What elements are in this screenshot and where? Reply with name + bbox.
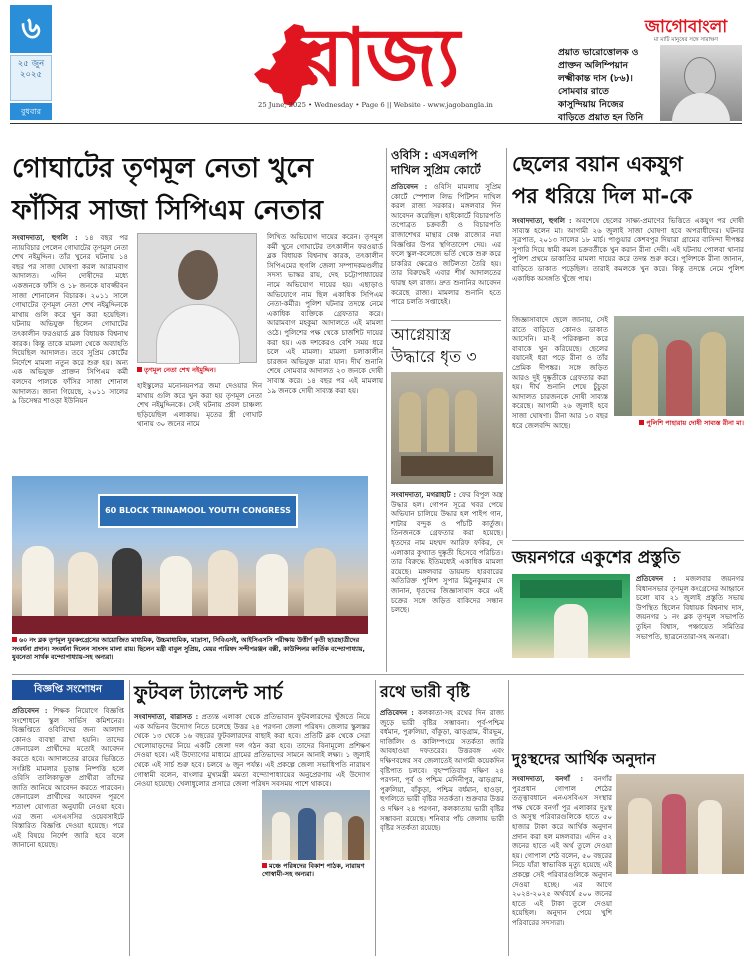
story1-headline-line2: ফাঁসির সাজা সিপিএম নেতার — [12, 195, 323, 226]
story3-body — [391, 490, 503, 670]
story4-text-lower: জিজ্ঞাসাবাদে ছেলে জানায়, সেই রাতে বাড়িতে কোনও ডাকাত আসেনি। মা-ই পরিকল্পনা করে বাবাকে খুন করিয়েছে। ছেলের বয়ানেই ধরা পড়ে রীনা ও তাঁর প্রেমিক দীপঙ্কর। সঙ্গে জড়িত আরও দুই দুষ্কৃতীকে গ্রেফতার করা হয়। দীর্ঘ শুনানি শেষে চুঁচুড়া আদালত চারজনকে দোষী সাব্যস্ত করেছে। আগামী ২৬ জুলাই হবে সাজা ঘোষণা। রীনা আর ১৩ বছর ধরে জেলবন্দি আছে। — [512, 316, 608, 430]
story1-headline — [12, 148, 382, 232]
event-caption — [12, 637, 368, 663]
story1-portrait-caption — [137, 366, 262, 374]
story1-headline-line1: গোঘাটের তৃণমূল নেতা খুনে — [12, 153, 314, 184]
story8-byline: প্রতিবেদন : — [380, 708, 414, 717]
event-banner-text: 60 BLOCK TRINAMOOL YOUTH CONGRESS — [105, 506, 291, 515]
story1-text-col2: লিখিত অভিযোগ দায়ের করেন। তৃণমূল কর্মী খুনে গোঘাটের তৎকালীন ফরওয়ার্ড ব্লক বিধায়ক বিশ্বনাথ কারক, তৎকালীন সিপিএমের হুগলি জেলা সম্পাদকমণ্ডলীর সদস্য ভাস্কর রায়, দেহ চট্টোপাধ্যায়ের নামে অভিযোগ দায়ের হয়। এছাড়াও অভিযোগে নাম ছিল একাধিক সিপিএম নেতা-কর্মীর। পুলিশ ঘটনার তদন্তে নেমে একাধিক ব্যক্তিকে গ্রেফতার করে। আরামবাগ মহকুমা আদালতে এই মামলা ওঠে। পুলিশের পক্ষ থেকে চার্জশিট দায়ের করা হয়। এক দশকেরও বেশি সময় ধরে চলে এই মামলা। মামলা চলাকালীন চারজন অভিযুক্ত মারা যান। দীর্ঘ শুনানি শেষে সোমবার আদালত ২৩ জনকে দোষী সাব্যস্ত করে। ১৪ বছর পর এই মামলায় ১৯ জনকে দোষী সাব্যস্ত করা হয়। — [267, 233, 383, 395]
story5-headline: জয়নগরে একুশের প্রস্তুতি — [512, 548, 681, 568]
story7-headline: ফুটবল ট্যালেন্ট সার্চ — [134, 682, 283, 704]
story7-text: প্রত্যন্ত এলাকা থেকে প্রতিভাবান ফুটবলারদের খুঁজতে নিয়ে এক অভিনব উদ্যোগ নিতে চলেছে উত্তর ২৪ পরগনা জেলা পরিষদ। জেলার স্কুলস্তর থেকে ১৩ থেকে ১৬ বছরের ফুটবলারদের বাছাই করা হবে। প্রতিটি ব্লক থেকে সেরা খেলোয়াড়দের নিয়ে একটি জেলা দল গঠন করা হবে। তাদের বিনামূল্যে প্রশিক্ষণ দেওয়া হবে। এই উদ্যোগের মাধ্যমে গ্রামের প্রতিভাদের সামনে আনাই লক্ষ্য। ১ জুলাই থেকে এই সার্চ শুরু হবে। চলবে ৬ জুন পর্যন্ত। এই প্রকল্পে জেলা সভাধিপতি নারায়ণ গোস্বামী বলেন, বাংলার মুখ্যমন্ত্রী মমতা বন্দ্যোপাধ্যায়ের অনুপ্রেরণায় এই উদ্যোগ নেওয়া হয়েছে। খেলাধুলোর প্রসারে জেলা পরিষদ সবসময় পাশে থাকবে। — [134, 713, 370, 789]
masthead-title: রাজ্য — [300, 11, 458, 104]
story2-headline-line2: দাখিল সুপ্রিম কোর্টে — [391, 163, 481, 177]
story7-byline: সংবাদদাতা, বারাসত : — [134, 712, 199, 721]
masthead-divider — [10, 123, 742, 124]
promo-line-5: কাসুন্দিয়ায় নিজের — [558, 100, 624, 110]
promo-portrait — [660, 45, 742, 121]
issue-day: বুধবার — [20, 107, 42, 116]
story1-portrait — [137, 233, 257, 363]
brand-name: জাগোবাংলা — [644, 17, 728, 37]
brand-tagline: মা মাটি মানুষের সঙ্গে সারাক্ষণ — [653, 37, 719, 43]
promo-line-3: লক্ষ্মীকান্ত দাস (৮৬)। — [558, 74, 633, 84]
story8-headline: রথে ভারী বৃষ্টি — [380, 682, 470, 701]
story5-rally-photo — [512, 574, 630, 658]
story1-body-lower — [137, 382, 262, 474]
page-number: ৬ — [21, 10, 41, 46]
story1-body — [12, 233, 128, 473]
story2-text: ওবিসি মামলায় সুপ্রিম কোর্টে স্পেশাল লিভ পিটিশন দাখিল করল রাজ্য সরকার। মঙ্গলবার দিন আবেদন করেছিল। হাইকোর্টে বিচারপতি তপোব্রত চক্রবর্তী ও বিচারপতি রাজাশেখর মান্থার বেঞ্চ রাজ্যের নয়া বিজ্ঞপ্তির উপর স্থগিতাদেশ দেয়। এর ফলে স্কুল-কলেজে ভর্তি থেকে শুরু করে চাকরির ক্ষেত্রেও জটিলতা তৈরি হয়। তার বিরুদ্ধেই এবার শীর্ষ আদালতের দ্বারস্থ হল রাজ্য। দ্রুত শুনানির আবেদন করেছে রাজ্য। মামলার শুনানি হতে পারে চলতি সপ্তাহেই। — [391, 183, 501, 307]
story4-headline-line1: ছেলের বয়ান একযুগ — [512, 152, 683, 176]
story1-text-lower: হাইস্কুলের মনোনয়নপত্র জমা দেওয়ার দিন মাথায় গুলি করে খুন করা হয় তৃণমূল নেতা শেখ নইমুদ্দিনকে। সেই ঘটনায় প্রবল চাঞ্চল্য ছড়িয়েছিল এলাকায়। মৃতের স্ত্রী গোঘাট থানায় ৩০ জনের নামে — [137, 382, 262, 429]
story6-label-text: বিজ্ঞপ্তি সংশোধন — [34, 684, 102, 695]
story9-body — [512, 774, 612, 927]
story4-police-photo — [614, 316, 744, 416]
story2-headline — [391, 148, 501, 178]
story4-text: অবশেষে ছেলের সাক্ষ্য-প্রমাণের ভিত্তিতে একযুগ পর দোষী সাব্যস্ত হলেন মা। আগামী ২৬ জুলাই সাজা ঘোষণা হবে অপরাধীদের। ঘটনার সূত্রপাত, ২০১৩ সালের ১৮ মার্চ। পাণ্ডুয়ার কেশবপুর দিয়ারা গ্রামের বাসিন্দা দীপঙ্কর সুপারি দিয়ে স্বামী কমল চক্রবর্তীকে খুন করান রীনা দেবী। এই ঘটনায় পোলবা থানার পুলিশ প্রথমে ডাকাতির মামলা দায়ের করে তদন্ত শুরু করে। পুলিশকে রীনা জানান, বাড়িতে ডাকাত পড়েছিল। তারাই কমলকে খুন করে। কিন্তু তদন্তে নেমে পুলিশ একাধিক অসঙ্গতি খুঁজে পায়। — [512, 217, 744, 283]
story4-body — [512, 216, 744, 312]
masthead-dateline: 25 June, 2025 • Wednesday • Page 6 || Website - www.jagobangla.in — [258, 101, 493, 109]
page-number-box — [10, 5, 52, 53]
story9-headline: দুঃস্থদের আর্থিক অনুদান — [512, 750, 656, 768]
story3-text: ফের বিপুল অস্ত্র উদ্ধার হল। গোপন সূত্রে খবর পেয়ে অভিযান চালিয়ে উদ্ধার হল পাইপ গান, শাটার বন্দুক ও পাঁচটি কার্তুজ। তিনজনকে গ্রেফতার করা হয়েছে। ধৃতদের নাম মহম্মদ আরিফ ফকির, দে এলাকার কুখ্যাত দুষ্কৃতী হিসেবে পরিচিত। তার বিরুদ্ধে ইতিমধ্যেই একাধিক মামলা রয়েছে। মঙ্গলবার ডায়মন্ড হারবারের অতিরিক্ত পুলিশ সুপার মিঠুনকুমার দে জানান, ধৃতদের জিজ্ঞাসাবাদ করে এই চক্রের সঙ্গে জড়িত বাকিদের সন্ধান চলছে। — [391, 491, 503, 615]
story4-byline: সংবাদদাতা, হুগলি : — [512, 216, 572, 225]
story1-caption-text: তৃণমূল নেতা শেখ নইমুদ্দিন। — [144, 366, 216, 374]
promo-line-2: প্রাক্তন অলিম্পিয়ান — [558, 61, 628, 71]
story3-byline: সংবাদদাতা, মগরাহাট : — [391, 490, 457, 499]
story4-headline — [512, 148, 744, 212]
promo-line-4: সোমবার রাতে — [558, 87, 609, 97]
story9-text: বনগাঁর পুরপ্রধান গোপাল শেঠের তত্ত্বাবধানে এনএসবিএস সংস্থার পক্ষ থেকে বনগাঁ পুর এলাকার দুঃস্থ ও অসুস্থ পরিবারগুলিকে হাতে ৫০ হাজার টাকা করে আর্থিক অনুদান প্রদান করা হল মঙ্গলবার। এদিন ৫২ জনের হাতে এই অর্থ তুলে দেওয়া হয়। গোপাল শেঠ বলেন, ৫০ বছরের নিচে যাঁরা স্বাভাবিক মৃত্যু হয়েছে এই প্রকল্পে সেই পরিবারগুলিকে অনুদান দেওয়া হচ্ছে। এর আগে ২০২৪-২০২৫ অর্থবর্ষে ৫০০ জনের হাতে এই টাকা তুলে দেওয়া হয়েছিল। অনুদান পেয়ে খুশি পরিবারের সদস্যরা। — [512, 775, 612, 927]
brand-logo — [630, 17, 742, 44]
story3-headline-line1: আগ্নেয়াস্ত্র — [391, 325, 451, 344]
story4-headline-line2: পর ধরিয়ে দিল মা-কে — [512, 184, 693, 208]
story2-headline-line1: ওবিসি : এসএলপি — [391, 148, 478, 162]
story8-text: কলকাতা-সহ রথের দিন রাজ্য জুড়ে ভারী বৃষ্টির সম্ভাবনা। পূর্ব-পশ্চিম বর্ধমান, পুরুলিয়া, বাঁকুড়া, ঝাড়গ্রাম, বীরভূম, দার্জিলিং ও কালিম্পংয়ে সতর্কতা জারি আবহাওয়া দফতরের। উত্তরবঙ্গ এবং দক্ষিণবঙ্গের সব জেলাতেই আগামী কয়েকদিন বৃষ্টিপাত চলবে। বৃহস্পতিবার দক্ষিণ ২৪ পরগনা, পূর্ব ও পশ্চিম মেদিনীপুর, ঝাড়গ্রাম, পুরুলিয়া, বাঁকুড়া, পশ্চিম বর্ধমান, হাওড়া, হুগলিতে ভারী বৃষ্টির সতর্কতা। শুক্রবার উত্তর ও দক্ষিণ ২৪ পরগনা, কলকাতায় ভারী বৃষ্টির সম্ভাবনা রয়েছে। শনিবার পাঁচ জেলায় ভারী বৃষ্টির সতর্কতা রয়েছে। — [380, 709, 504, 833]
event-caption-text: ৬০ নং ব্লক তৃণমূল যুবকংগ্রেসের আয়োজিত মাধ্যমিক, উচ্চমাধ্যমিক, মাদ্রাসা, সিবিএসই, আইসিএসসি পরীক্ষায় উত্তীর্ণ কৃতী ছাত্রছাত্রীদের সংবর্ধনা প্রদান। সংবর্ধনা দিলেন সাংসদ মালা রায়। ছিলেন মন্ত্রী বাবুল সুপ্রিয়, মেয়র পারিষদ সন্দীপরঞ্জন বক্সী, কাউন্সিলর কার্তিক বন্দ্যোপাধ্যায়, যুবনেতা সার্থক বন্দ্যোপাধ্যায়-সহ অন্যরা। — [12, 637, 365, 661]
promo-line-6: বাড়িতে প্রয়াত হন তিনি — [558, 113, 644, 123]
divider-2 — [506, 148, 507, 538]
story3-police-photo — [391, 372, 503, 484]
story1-byline: সংবাদদাতা, হুগলি : — [12, 233, 78, 242]
story4-caption-text: পুলিশি পাহারায় দোষী সাব্যস্ত রীনা মা। — [646, 419, 744, 427]
day-box — [10, 103, 52, 120]
story2-byline: প্রতিবেদন : — [391, 182, 428, 191]
story3-headline — [391, 324, 506, 368]
divider-1 — [386, 148, 387, 672]
story6-label — [12, 680, 124, 700]
story6-byline: প্রতিবেদন : — [12, 706, 48, 715]
story7-caption-text: মঞ্চে পরিষদের বিকাশ পাঠক, নারায়ণ গোস্বামী-সহ অন্যরা। — [262, 862, 365, 878]
story1-body-col2 — [267, 233, 383, 473]
date-box — [10, 55, 52, 101]
story9-byline: সংবাদদাতা, বনগাঁ : — [512, 774, 584, 783]
issue-date: ২৫ জুন ২০২৫ — [17, 59, 45, 80]
story4-body-side — [512, 316, 608, 430]
story7-photo-caption — [262, 862, 372, 878]
story6-text: শিক্ষক নিয়োগে বিজ্ঞপ্তি সংশোধনে স্কুল সার্ভিস কমিশনের। বিজ্ঞপ্তিতে ওবিসিদের জন্য আলাদা কোনও ব্যবস্থা রাখা হয়নি। তাদের জেনারেল প্রার্থীদের মতোই আবেদন করতে হবে। আদালতের রায়ের ভিত্তিতে সংশ্লিষ্ট মামলার চূড়ান্ত নিষ্পত্তি হলে ওবিসি তালিকাভুক্ত প্রার্থীরা তাঁদের জাতি জানিয়ে আবেদন করতে পারবেন। জেনারেল প্রার্থীদের আবেদন পূরণে শতাংশ যোগ্যতা অনুযায়ী নেওয়া হবে। এর জন্য এসএসসির ওয়েবসাইটে বিস্তারিত বিজ্ঞপ্তি দেওয়া হয়েছে। পরে এই বিষয়ে নির্দেশ জারি হবে বলে জানানো হয়েছে। — [12, 707, 124, 850]
story8-body — [380, 708, 504, 956]
promo-box — [558, 47, 658, 125]
youth-congress-event-photo — [12, 476, 368, 634]
story9-donation-photo — [616, 774, 744, 874]
story5-text: মজলবার জয়নগর বিধানসভার তৃণমূল কংগ্রেসের আহ্বানে চলো যাব ২১ জুলাই প্রস্তুতি সভায় উপস্থিত ছিলেন বিধায়ক বিশ্বনাথ দাস, জয়নগর ১ নং ব্লক তৃণমূল সভাপতি তুহিন বিশ্বাস, পঞ্চায়েত সমিতির সভাপতি, ছাত্রনেতারা-সহ অন্যরা। — [636, 575, 744, 641]
event-banner — [98, 494, 298, 528]
story3-headline-line2: উদ্ধারে ধৃত ৩ — [391, 347, 477, 366]
story1-text: ১৪ বছর পর ন্যায়বিচার পেলেন গোঘাটের তৃণমূল নেতা শেখ নইমুদ্দিন। তাঁর খুনের ঘটনায় ১৪ বছর পর সাজা ঘোষণা করল আরামবাগ আদালত। এদিন দোষীদের মধ্যে একজনকে ফাঁসি ও ১৮ জনকে যাবজ্জীবন সাজা শোনালেন বিচারক। ২০১১ সালে গোঘাটের তৃণমূল নেতা শেখ নইমুদ্দিনকে মাথায় গুলি করে খুন করা হয়েছিল। ঘটনায় অভিযুক্ত ছিলেন গোঘাটের তৎকালীন ফরওয়ার্ড ব্লক বিধায়ক বিশ্বনাথ কারক। কিন্তু তাকে মামলা থেকে অব্যাহতি দিয়েছিল আদালত। তবে সুপ্রিম কোর্টের নির্দেশে মামলা নতুন করে শুরু হয়। অন্য এক অভিযুক্ত প্রাক্তন সিপিএম কর্মী বলদেব পালকে ফাঁসির সাজা শোনাল আদালত। জানা গিয়েছে, ২০১১ সালের ৯ ডিসেম্বর শাওড়া ইউনিয়ন — [12, 234, 128, 406]
story7-stage-photo — [262, 790, 370, 860]
story6-body — [12, 706, 124, 954]
story5-body — [636, 574, 744, 658]
promo-line-1: প্রয়াত ভারোত্তোলক ও — [558, 48, 639, 58]
story2-body — [391, 182, 501, 314]
story5-byline: প্রতিবেদন : — [636, 574, 676, 583]
